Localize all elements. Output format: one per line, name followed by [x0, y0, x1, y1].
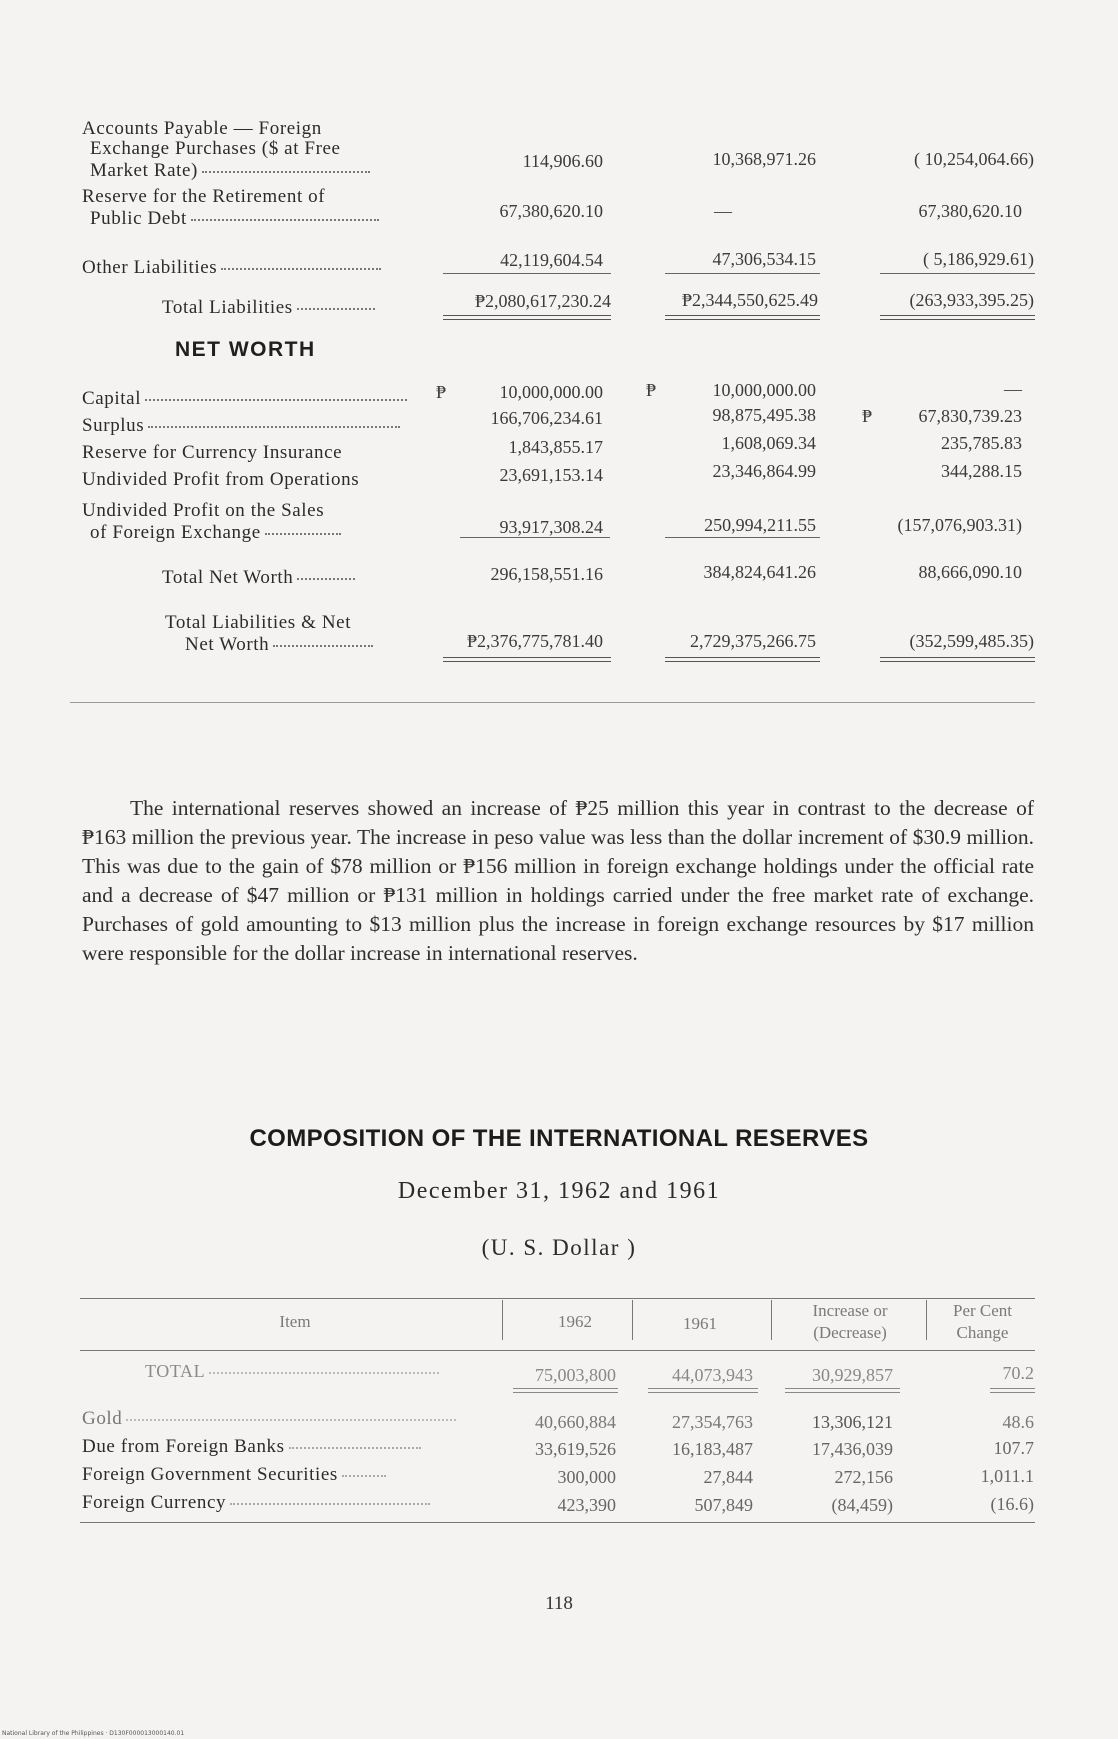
value-1961: 1,608,069.34 [721, 433, 816, 453]
total-net-worth-label: Total Net Worth [162, 567, 355, 589]
double-rule [990, 1388, 1035, 1393]
total-liab-nw-label: Net Worth [185, 634, 373, 656]
value-1962: 166,706,234.61 [490, 408, 603, 428]
double-rule [513, 1388, 618, 1393]
value-1962: 300,000 [557, 1467, 616, 1487]
double-rule [880, 657, 1035, 662]
value-1961: 98,875,495.38 [712, 405, 816, 425]
value-1961: 23,346,864.99 [712, 461, 816, 481]
value-1962: ₱2,376,775,781.40 [466, 631, 603, 651]
total-liabilities-label: Total Liabilities [162, 297, 375, 319]
value-percent: (16.6) [990, 1494, 1034, 1514]
double-rule [665, 315, 820, 320]
value-1961: 384,824,641.26 [703, 562, 816, 582]
column-divider [502, 1300, 503, 1340]
row-label: Foreign Currency [82, 1492, 430, 1514]
value-1962: 296,158,551.16 [490, 564, 603, 584]
rule [665, 273, 820, 274]
page-number: 118 [545, 1593, 573, 1614]
value-percent: 70.2 [1002, 1363, 1034, 1383]
double-rule [648, 1388, 758, 1393]
nw-label: Undivided Profit on the Sales [82, 500, 325, 521]
header-increase: Increase or [812, 1301, 888, 1320]
value-1962: 10,000,000.00 [499, 382, 603, 402]
row-label: TOTAL [145, 1360, 439, 1382]
value-increase: 272,156 [834, 1467, 893, 1487]
header-item: Item [279, 1312, 311, 1331]
reserves-date: December 31, 1962 and 1961 [397, 1178, 721, 1204]
value-1961: 10,000,000.00 [712, 380, 816, 400]
rule [443, 273, 611, 274]
double-rule [665, 657, 820, 662]
rule [880, 273, 1035, 274]
reserves-unit: (U. S. Dollar ) [481, 1235, 637, 1260]
value-1961: 250,994,211.55 [704, 515, 816, 535]
nw-label: Capital [82, 388, 407, 410]
nw-label: of Foreign Exchange [90, 522, 341, 544]
header-1962: 1962 [558, 1312, 592, 1331]
value-increase: 30,929,857 [812, 1365, 893, 1385]
header-decrease: (Decrease) [813, 1323, 887, 1342]
value-change: 235,785.83 [941, 433, 1022, 453]
value-1962: 42,119,604.54 [500, 250, 603, 270]
total-liab-nw-label: Total Liabilities & Net [165, 612, 352, 633]
rule [460, 537, 610, 538]
double-rule [443, 657, 611, 662]
row-label: Gold [82, 1408, 456, 1430]
value-1961: 507,849 [694, 1495, 753, 1515]
value-1962: 423,390 [557, 1495, 616, 1515]
table-bottom-rule [80, 1522, 1035, 1523]
value-change: 88,666,090.10 [918, 562, 1022, 582]
header-percent: Per Cent [952, 1301, 1013, 1320]
value-increase: (84,459) [831, 1495, 893, 1515]
value-change: 67,830,739.23 [918, 406, 1022, 426]
row-label: Foreign Government Securities [82, 1464, 386, 1486]
column-divider [632, 1300, 633, 1340]
value-1961: 47,306,534.15 [712, 249, 816, 269]
liab-label: Reserve for the Retirement of [82, 186, 326, 207]
net-worth-heading: NET WORTH [175, 338, 316, 361]
value-1962: 114,906.60 [522, 151, 603, 171]
value-change: 344,288.15 [941, 461, 1022, 481]
peso-sign: ₱ [436, 382, 447, 402]
body-paragraph: The international reserves showed an increase of ₱25 million this year in contrast to the decrease of ₱163 million the previous year. The increase in peso value was less than the dollar increment of $30.9 million. This was due to the gain of $78 million or ₱156 million in foreign exchange holdings under the official rate and a decrease of $47 million or ₱131 million in holdings carried under the free market rate of exchange. Purchases of gold amounting to $13 million plus the increase in foreign exchange resources by $17 million were responsible for the dollar increase in international reserves. [82, 796, 1034, 965]
value-increase: 17,436,039 [812, 1439, 893, 1459]
liab-label: Exchange Purchases ($ at Free [90, 138, 341, 159]
value-increase: 13,306,121 [812, 1412, 893, 1432]
value-1962: 33,619,526 [535, 1439, 616, 1459]
value-1961: 27,844 [703, 1467, 753, 1487]
liab-label: Other Liabilities [82, 257, 381, 279]
liab-label: Accounts Payable — Foreign [82, 118, 322, 139]
value-1961: 27,354,763 [672, 1412, 753, 1432]
value-1961: — [714, 201, 732, 221]
archive-footer: National Library of the Philippines · D130F000013000140.01 [2, 1730, 185, 1737]
value-1962: 67,380,620.10 [499, 201, 603, 221]
peso-sign: ₱ [862, 406, 873, 426]
section-divider [70, 702, 1035, 703]
value-percent: 107.7 [993, 1438, 1034, 1458]
value-1962: 1,843,855.17 [508, 437, 603, 457]
header-1961: 1961 [683, 1314, 717, 1333]
value-percent: 1,011.1 [980, 1466, 1034, 1486]
value-1961: 2,729,375,266.75 [690, 631, 816, 651]
nw-label: Undivided Profit from Operations [82, 469, 360, 490]
value-change: (263,933,395.25) [909, 290, 1034, 310]
header-change: Change [956, 1323, 1009, 1342]
value-change: (157,076,903.31) [897, 515, 1022, 535]
column-divider [771, 1300, 772, 1340]
value-change: ( 10,254,064.66) [914, 149, 1034, 169]
value-change: (352,599,485.35) [909, 631, 1034, 651]
value-1961: 16,183,487 [672, 1439, 753, 1459]
value-1961: ₱2,344,550,625.49 [681, 290, 818, 310]
table-top-rule [80, 1298, 1035, 1299]
nw-label: Surplus [82, 415, 400, 437]
value-1962: ₱2,080,617,230.24 [474, 291, 611, 311]
value-1961: 44,073,943 [672, 1365, 753, 1385]
rule [665, 537, 820, 538]
row-label: Due from Foreign Banks [82, 1436, 421, 1458]
value-1962: 23,691,153.14 [499, 465, 603, 485]
value-change: — [1004, 379, 1022, 399]
value-change: 67,380,620.10 [918, 201, 1022, 221]
value-1962: 93,917,308.24 [499, 517, 603, 537]
header-bottom-rule [80, 1350, 1035, 1351]
value-percent: 48.6 [1002, 1412, 1034, 1432]
value-change: ( 5,186,929.61) [923, 249, 1034, 269]
liab-label: Market Rate) [90, 160, 370, 182]
peso-sign: ₱ [646, 380, 657, 400]
value-1961: 10,368,971.26 [712, 149, 816, 169]
double-rule [443, 315, 611, 320]
double-rule [880, 315, 1035, 320]
liab-label: Public Debt [90, 208, 379, 230]
value-1962: 40,660,884 [535, 1412, 616, 1432]
double-rule [785, 1388, 900, 1393]
nw-label: Reserve for Currency Insurance [82, 442, 343, 463]
reserves-title: COMPOSITION OF THE INTERNATIONAL RESERVES [249, 1125, 869, 1152]
value-1962: 75,003,800 [535, 1365, 616, 1385]
column-divider [926, 1300, 927, 1340]
